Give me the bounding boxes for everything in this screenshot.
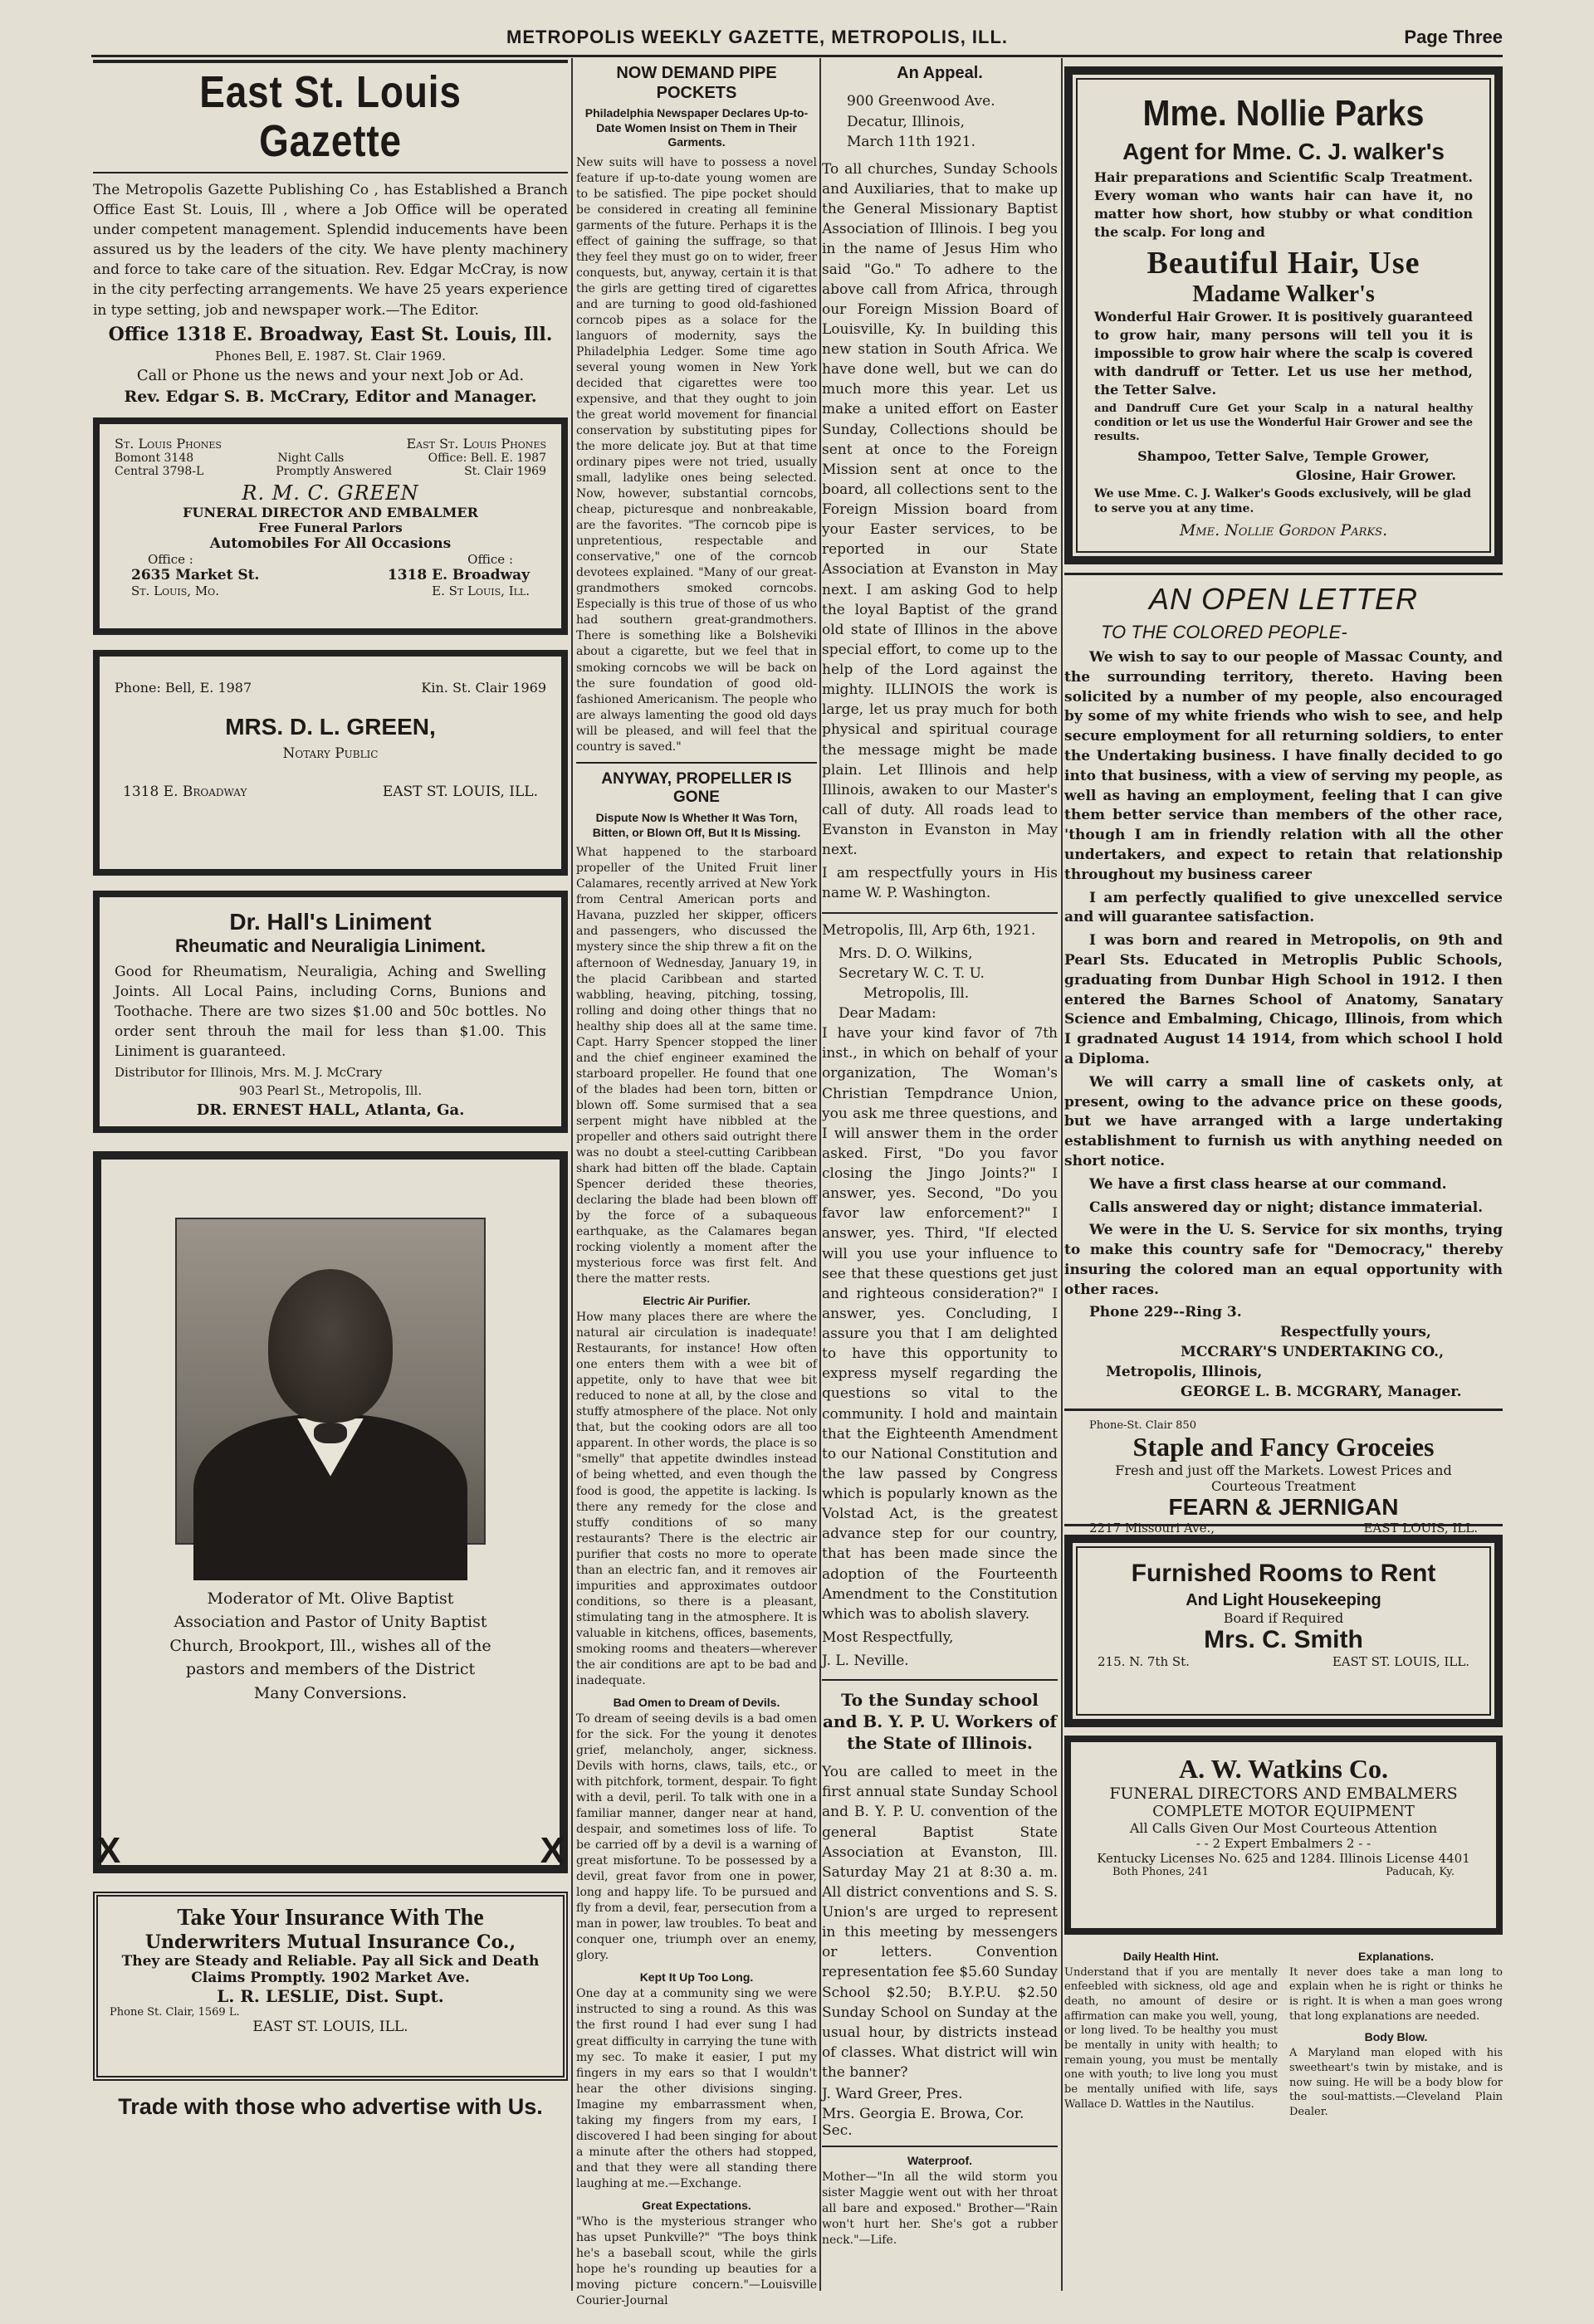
open-letter-title: AN OPEN LETTER (1148, 582, 1419, 616)
portrait-frame (93, 1151, 568, 1873)
propeller-headline: ANYWAY, PROPELLER IS GONE (601, 769, 792, 807)
letter-signature: J. L. Neville. (822, 1653, 909, 1670)
propeller-subhead: Dispute Now Is Whether It Was Torn, Bitten, or Blown Off, But It Is Missing. (592, 811, 801, 839)
column-2 (576, 58, 817, 2307)
great-body: "Who is the mysterious stranger who has upset Punkville?" "The boys think he's a baseball scout, while the girls hope he's rounding up beauties for a moving picture concern."—Louisville Courier-Journal (576, 2214, 817, 2307)
health-body: Understand that if you are mentally enfeebled with sickness, old age and death, no amount of desire or affirmation can make you well, young, or long lived. To be healthy you must be mentally in unity with health; to remain young, you must be mentally one with youth; to live long you must be mentally unified with life, says Wallace D. Wattles in the Nautilus. (1064, 1965, 1278, 2111)
air-headline: Electric Air Purifier. (643, 1294, 751, 1308)
notary-name: MRS. D. L. GREEN, (225, 713, 436, 740)
notary-phone-right: Kin. St. Clair 1969 (421, 679, 546, 696)
notary-city: EAST ST. LOUIS, ILL. (382, 783, 538, 800)
open-letter-p1: We wish to say to our people of Massac County, and the surrounding territory, thereto. Having been solicited by a number of my people, also encouraged by some of my white friends who wish to see, and help secure employment for all returning soldiers, to enter the Undertaking business. I have finally decided to go into that business, with a view of serving my people, as well as having an employment, feeling that I can give them better service than members of the other race, 'though I am in friendly relation with all the other undertakers, and expect to retain that relationship throughout my business career (1064, 649, 1503, 883)
letter-to-1: Mrs. D. O. Wilkins, (839, 945, 973, 962)
frame-x-left: X (96, 1829, 121, 1871)
office-bell: Office: Bell. E. 1987 (428, 451, 546, 465)
grocery-city: EAST LOUIS, ILL. (1363, 1520, 1478, 1536)
gazette-phones: Phones Bell, E. 1987. St. Clair 1969. (215, 348, 446, 364)
propeller-body: What happened to the starboard propeller of the United Fruit liner Calamares, recently arrived at New York from Central American ports and Havana, puzzled her skipper, officers and passengers, who discussed the mystery since the ship threw a fit on the afternoon of Wednesday, January 19, in the placid Caribbean and started wabbling, heaving, pitching, tossing, rolling and doing other things that no healthy ship does all at the same time. Capt. Harry Spencer stopped the liner and the chief engineer examined the starboard propeller. He found that one of the blades had been torn, bitten or blown off. Some surmised that a sea serpent might have nibbled at the propeller and others said outright there was no doubt a steel-cutting Caribbean shark had bitten off the blade. Captain Spencer derided these theories, declaring the blade had been blown off by the force of a subaqueous earthquake, as the Calamares began rocking violently a moment after the mysterious force was first felt. And there the matter rests. (576, 846, 817, 1286)
sunday-headline: To the Sunday school and B. Y. P. U. Workers of the State of Illinois. (822, 1690, 1058, 1754)
promptly: Promptly Answered (276, 464, 393, 478)
open-letter-to: TO THE COLORED PEOPLE- (1101, 622, 1347, 642)
pipe-headline: NOW DEMAND PIPE POCKETS (616, 64, 777, 102)
insurance-agent: L. R. LESLIE, Dist. Supt. (217, 1985, 444, 2006)
kept-headline: Kept It Up Too Long. (639, 1970, 754, 1985)
open-letter (1064, 573, 1503, 1400)
explanations-headline: Explanations. (1357, 1949, 1435, 1963)
rooms-name: Mrs. C. Smith (1204, 1625, 1363, 1653)
watkins-city: Paducah, Ky. (1386, 1865, 1455, 1878)
watkins-calls: All Calls Given Our Most Courteous Attention (1129, 1819, 1438, 1836)
notary-phone-left: Phone: Bell, E. 1987 (115, 679, 252, 696)
rooms-board: Board if Required (1223, 1609, 1344, 1626)
water-headline: Waterproof. (907, 2154, 973, 2168)
city-right: E. St Louis, Ill. (432, 583, 530, 598)
liniment-address: 903 Pearl St., Metropolis, Ill. (238, 1083, 423, 1099)
appeal-address-2: Decatur, Illinois, (847, 113, 965, 130)
column-1 (93, 58, 568, 2299)
air-body: How many places there are where the natural air circulation is inadequate! Restaurants, for instance! How often one enters them with a wee bit of appetite, only to have that wee bit reduced to none at all, by the close and stuffy atmosphere of the place. Not only that, but the cooking odors are all too apparent. In other words, the place is so "smelly" that appetite dwindles instead of being whetted, and even though the food is good, the appetite is lacking. Is there any remedy for the close and stuffy conditions of so many restaurants? There is the electric air purifier that costs no more to operate than an electric fan, and it removes air impurities and approximates outdoor conditions, so there is a pleasant, stimulating tang in the atmosphere. It is valuable in kitchens, offices, basements, smoking rooms and theaters—wherever the air conditions are apt to be bad and inadequate. (576, 1311, 817, 1687)
watkins-licenses: Kentucky Licenses No. 625 and 1284. Illinois License 4401 (1097, 1850, 1470, 1866)
explanations-body: It never does take a man long to explain when he is right or thinks he is right. It is when a man goes wrong that long explanations are needed. (1289, 1965, 1503, 2023)
appeal-signature: I am respectfully yours in His name W. P. Washington. (822, 865, 1058, 902)
liniment-subtitle: Rheumatic and Neuraligia Liniment. (174, 935, 487, 956)
column-rule (1061, 58, 1063, 2291)
rooms-ad (1064, 1535, 1503, 1727)
health-hint (1064, 1943, 1278, 2123)
letter-body: I have your kind favor of 7th inst., in which on behalf of your organization, The Woman's Christian Tempdrance Union, you ask me three questions, and I will answer them in the order asked. First, "Do you favor closing the Jingo Joints?" I answer, yes. Second, "Do you favor law enforcement?" I answer, yes. Third, "If elected will you use your influence to see that these questions get just and righteous consideration?" I answer, yes. Concluding, I assure you that I am delighted to have this opportunity to express myself regarding the questions so vital to the community. I hold and maintain that the Eighteenth Amendment to our National Constitution and the law passed by Congress which is popularly known as the Volstad Act, is the greatest advance step for our country, that has been made since the adoption of the Fourteenth Amendment to the Constitution which was to abolish slavery. (822, 1025, 1058, 1623)
open-letter-manager: GEORGE L. B. MCGRARY, Manager. (1181, 1383, 1462, 1400)
column-rule (819, 58, 821, 2291)
insurance-city: EAST ST. LOUIS, ILL. (252, 2018, 408, 2035)
parks-signature: Mme. Nollie Gordon Parks. (1179, 521, 1388, 540)
st-louis-phones: St. Louis Phones (115, 435, 222, 452)
gazette-block (93, 60, 568, 406)
watkins-title: A. W. Watkins Co. (1179, 1753, 1388, 1784)
letter-dear: Dear Madam: (839, 1005, 936, 1023)
fillers (1064, 1943, 1503, 2123)
green-role: FUNERAL DIRECTOR AND EMBALMER (183, 504, 478, 520)
grocery-phone: Phone-St. Clair 850 (1089, 1418, 1196, 1432)
health-headline: Daily Health Hint. (1122, 1949, 1220, 1963)
city-left: St. Louis, Mo. (131, 583, 219, 598)
header-rule (91, 55, 1503, 57)
grocery-name: FEARN & JERNIGAN (1168, 1493, 1399, 1520)
open-letter-company: MCCRARY'S UNDERTAKING CO., (1181, 1343, 1445, 1360)
page-number: Page Three (1404, 27, 1503, 47)
open-letter-p2: I am perfectly qualified to give unexcelled service and will guarantee satisfaction. (1064, 889, 1503, 926)
sunday-sign-1: J. Ward Greer, Pres. (822, 2086, 963, 2103)
pipe-body: New suits will have to possess a novel feature if up-to-date young women are to be satisfied. The pipe pocket should be considered in creating all feminine garments of the future. Perhaps it is the effect of gaining the suffrage, so that they feel they must go on to wider, freer conquests, but, anyway, certain it is that the girls are getting tired of cigarettes and are turning to good old-fashioned corncob pipes as a solace for the languors of modernity, says the Philadelphia Ledger. Some time ago several young women in New York decided that cigarettes were too expensive, and that they ought to join the great world movement for financial conservation by substituting pipes for the more delicate joy. But at that time ordinary pipes were not tried, usually small, ladylike ones being selected. Now, however, substantial corncobs, cheap, picturesque and nonbreakable, are the favorites. "The corncob pipe is unpretentious, respectable and conservative," one of the corncob devotees explained. "Many of our great-grandmothers smoked corncobs. Especially is this true of those of us who had southern great-grandmothers. There is something like a Bolsheviki about a cigarette, but we feel that in smoking corncobs we will be back on the sure foundation of good old-fashioned Americanism. The people who are always lamenting the good old days will be pleased, and will feel that the country is saved." (576, 155, 817, 754)
watkins-role: FUNERAL DIRECTORS AND EMBALMERS (1109, 1784, 1458, 1803)
open-letter-phone: Phone 229--Ring 3. (1089, 1303, 1242, 1321)
grocery-title: Staple and Fancy Groceies (1132, 1431, 1435, 1462)
appeal-headline: An Appeal. (897, 64, 983, 82)
letter-to-2: Secretary W. C. T. U. (839, 964, 985, 982)
open-letter-p3: I was born and reared in Metropolis, on 9th and Pearl Sts. Educated in Metroplis Public Schools, graduating from Dunbar High School in 1912. I then entered the Barnes School of Anatomy, Sanatary Science and Embalming, Chicago, Illinois, from which I gradnated August 14 1914, from which school I hold a Diploma. (1064, 932, 1503, 1067)
liniment-maker: DR. ERNEST HALL, Atlanta, Ga. (196, 1101, 465, 1120)
gazette-office: Office 1318 E. Broadway, East St. Louis, Ill. (108, 323, 553, 345)
grocery-ad (1064, 1409, 1503, 1536)
frame-x-right: X (540, 1829, 565, 1871)
gazette-call: Call or Phone us the news and your next Job or Ad. (136, 366, 525, 384)
office-left: Office : (148, 551, 193, 567)
grocery-line1: Fresh and just off the Markets. Lowest Prices and (1115, 1462, 1452, 1478)
central-phone: Central 3798-L (115, 464, 204, 478)
open-letter-p6: Calls answered day or night; distance immaterial. (1089, 1199, 1484, 1216)
letter-date: Metropolis, Ill, Arp 6th, 1921. (822, 921, 1036, 939)
grocery-line2: Courteous Treatment (1210, 1477, 1357, 1494)
address-left: 2635 Market St. (131, 566, 260, 583)
column-3 (822, 58, 1058, 2299)
parks-body-1: Hair preparations and Scientific Scalp Treatment. Every woman who wants hair can have it, no matter how short, how stubby or what condition the scalp. For long and (1094, 168, 1473, 240)
address-right: 1318 E. Broadway (387, 566, 530, 583)
explanations-bodyblow (1289, 1943, 1503, 2123)
notary-ad (93, 650, 568, 876)
liniment-ad (93, 891, 568, 1133)
letter-close: Most Respectfully, (822, 1628, 954, 1646)
east-phones: East St. Louis Phones (406, 435, 546, 452)
insurance-title: Take Your Insurance With The (177, 1904, 484, 1931)
open-letter-close: Respectfully yours, (1280, 1323, 1431, 1340)
rooms-title: Furnished Rooms to Rent (1131, 1559, 1436, 1587)
parks-madame-walker: Madame Walker's (1192, 281, 1375, 307)
parks-products-1: Shampoo, Tetter Salve, Temple Grower, (1137, 447, 1430, 464)
night-calls: Night Calls (277, 451, 345, 465)
watkins-equip: COMPLETE MOTOR EQUIPMENT (1152, 1802, 1415, 1820)
water-body: Mother—"In all the wild storm you sister Maggie went out with her throat all bare and exposed." Brother—"Rain won't hurt her. She's got a rubber neck."—Life. (822, 2170, 1058, 2248)
sunday-body: You are called to meet in the first annual state Sunday School and B. Y. P. U. convention of the general Baptist State Association at Evanston, Ill. Saturday May 21 at 8:30 a. m. All district conventions and S. S. Union's are urged to represent in this meeting by messengers or letters. Convention representation fee $5.60 Sunday School $2.50; B.Y.P.U. $2.50 Sunday School on Sunday at the usual hour, by districts instead of classes. What district will win the banner? (822, 1764, 1058, 2082)
great-headline: Great Expectations. (642, 2198, 751, 2212)
appeal-date: March 11th 1921. (847, 134, 976, 151)
open-letter-p4: We will carry a small line of caskets only, at present, owing to the advance price on these goods, but we have arranged with a large undertaking establishment to furnish us with anything needed on short notice. (1064, 1073, 1503, 1169)
liniment-distributor: Distributor for Illinois, Mrs. M. J. McCrary (115, 1065, 383, 1081)
trade-slogan: Trade with those who advertise with Us. (118, 2093, 543, 2119)
green-autos: Automobiles For All Occasions (209, 535, 452, 552)
notary-role: Notary Public (282, 745, 379, 762)
letter-to-3: Metropolis, Ill. (863, 984, 970, 1002)
pipe-subhead: Philadelphia Newspaper Declares Up-to-Date Women Insist on Them in Their Garments. (584, 106, 809, 149)
sunday-sign-2: Mrs. Georgia E. Browa, Cor. Sec. (822, 2106, 1024, 2140)
notary-address: 1318 E. Broadway (123, 783, 247, 800)
open-letter-city: Metropolis, Illinois, (1106, 1363, 1263, 1380)
watkins-experts: - - 2 Expert Embalmers 2 - - (1196, 1835, 1372, 1851)
parks-beautiful-hair: Beautiful Hair, Use (1147, 245, 1420, 281)
omen-body: To dream of seeing devils is a bad omen for the sick. For the young it denotes grief, melancholy, anger, sickness. Devils with horns, claws, tails, etc., or with pitchfork, torment, despair. To fight with a devil, peril. To talk with one in a familiar manner, danger near at hand, despair, and sometimes loss of life. To be carried off by a devil is a warning of great misfortune. To be possessed by a devil, great favor from one in power, long and happy life. To be pursued and fly from a devil, fear, persecution from a man in power, law troubles. To beat and conquer one, triumph over an enemy, glory. (576, 1711, 817, 1963)
mccrary-portrait-image (175, 1218, 486, 1545)
insurance-company: Underwriters Mutual Insurance Co., (144, 1931, 516, 1953)
parks-title: Mme. Nollie Parks (1142, 93, 1425, 134)
grocery-address: 2217 Missouri Ave., (1089, 1520, 1215, 1536)
column-4 (1064, 58, 1503, 2299)
parks-ad (1064, 66, 1503, 564)
insurance-ad (93, 1892, 568, 2081)
green-parlors: Free Funeral Parlors (258, 520, 403, 535)
rooms-address: 215. N. 7th St. (1098, 1653, 1190, 1669)
st-clair-phone: St. Clair 1969 (464, 464, 546, 478)
open-letter-p7: We were in the U. S. Service for six months, trying to make this country safe for "Democracy," thereby insuring the colored man an equal opportunity with other races. (1064, 1222, 1503, 1298)
gazette-editor: Rev. Edgar S. B. McCrary, Editor and Manager. (124, 387, 537, 406)
liniment-body: Good for Rheumatism, Neuraligia, Aching and Swelling Joints. All Local Pains, including Corns, Bunions and Toothache. There are two sizes $1.00 and 50c bottles. No order sent throuh the mail for less than $1.00. This Liniment is guaranteed. (115, 963, 546, 1061)
portrait-caption: Moderator of Mt. Olive Baptist Association and Pastor of Unity Baptist Church, Brookport, Ill., wishes all of the pastors and members of the District Many Conversions. (169, 1589, 491, 1702)
watkins-ad (1064, 1736, 1503, 1935)
kept-body: One day at a community sing we were instructed to sing a round. As this was the first round I had ever sung I had great difficulty in carrying the tune with my sec. To make it easier, I put my fingers in my ears so that I wouldn't hear the other divisions singing. Imagine my embarrassment when, taking my fingers from my ears, I discovered I had been singing for about a minute after the others had stopped, and that they were all standing there laughing at me.—Exchange. (576, 1987, 817, 2190)
parks-note: We use Mme. C. J. Walker's Goods exclusively, will be glad to serve you at any time. (1094, 486, 1471, 516)
gazette-title: East St. Louis Gazette (199, 67, 462, 167)
liniment-title: Dr. Hall's Liniment (229, 908, 432, 935)
bodyblow-body: A Maryland man eloped with his sweetheart's twin by mistake, and is now suing. He will be a body blow for the soul-mattists.—Cleveland Plain Dealer. (1289, 2047, 1503, 2118)
parks-agent: Agent for Mme. C. J. walker's (1122, 138, 1445, 164)
parks-products-2: Glosine, Hair Grower. (1295, 466, 1456, 483)
insurance-line2: Claims Promptly. 1902 Market Ave. (191, 1969, 470, 1986)
rooms-sub: And Light Housekeeping (1186, 1590, 1381, 1609)
bodyblow-headline: Body Blow. (1364, 2030, 1428, 2044)
insurance-line1: They are Steady and Reliable. Pay all Sick and Death (121, 1952, 540, 1970)
running-head (91, 22, 1503, 51)
masthead-title: METROPOLIS WEEKLY GAZETTE, METROPOLIS, ILL. (506, 27, 1009, 47)
office-right: Office : (467, 551, 513, 567)
watkins-phones: Both Phones, 241 (1112, 1865, 1209, 1878)
parks-body-2: Wonderful Hair Grower. It is positively guaranteed to grow hair, many persons will tell you it is impossible to grow hair where the scalp is covered with dandruff or Tetter. Let us use her method, the Tetter Salve. (1094, 308, 1473, 398)
insurance-phone: Phone St. Clair, 1569 L. (110, 2005, 240, 2019)
parks-body-3: and Dandruff Cure Get your Scalp in a natural healthy condition or let us use the Wonderful Hair Grower and see the results. (1094, 403, 1473, 444)
appeal-address-1: 900 Greenwood Ave. (847, 93, 995, 110)
omen-headline: Bad Omen to Dream of Devils. (613, 1695, 780, 1709)
gazette-body: The Metropolis Gazette Publishing Co , has Established a Branch Office East St. Louis, Ill , where a Job Office will be operated under competent management. Splendid inducements have been assured us by the leaders of the city. We have plenty machinery and force to take care of the situation. Rev. Edgar McCray, is now in the city perfecting arrangements. We have 25 years experience in type setting, job and newspaper work.—The Editor. (93, 181, 568, 319)
appeal-body: To all churches, Sunday Schools and Auxiliaries, that to make up the General Missionary Baptist Association of Illinois. I beg you in the name of Jesus Him who said "Go." To adhere to the above call from Africa, through our Foreign Mission Board of Louisville, Ky. In building this new station in South Africa. We have done well, but we can do much more this year. Let us make a united effort on Easter Sunday, Collections should be sent at once to the Foreign Mission sent at once to the board, all collections sent to the Foreign Mission board from your Easter services, to be reported in our State Association at Evanston in May next. I am asking God to help the loyal Baptist of the grand old state of Illinos in the above special effort, to come up to the help of the Lord against the mighty. ILLINOIS the work is large, let us pray much for both physical and spiritual courage the message might be made plain. Let Illinois and help Illinois, awaken to our Master's call of duty. All roads lead to Evanston in Evanston in May next. (822, 160, 1058, 859)
open-letter-p5: We have a first class hearse at our command. (1089, 1175, 1447, 1193)
column-rule (571, 58, 573, 2291)
green-funeral-ad (93, 417, 568, 635)
bomont-phone: Bomont 3148 (115, 451, 194, 465)
rooms-city: EAST ST. LOUIS, ILL. (1332, 1653, 1469, 1669)
green-name: R. M. C. GREEN (242, 481, 419, 505)
